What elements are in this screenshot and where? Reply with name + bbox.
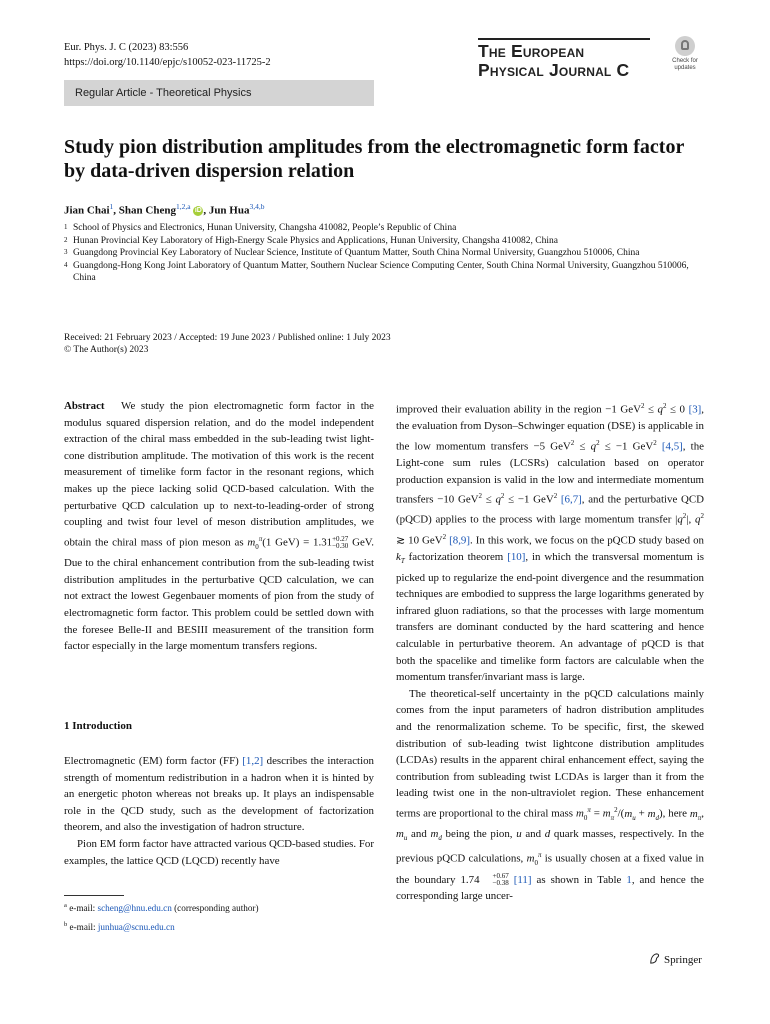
affiliation: 2 Hunan Provincial Key Laboratory of High-Energy Scale Physics and Applications, Hunan University, Changsha 410082, China — [64, 235, 558, 246]
author-name[interactable]: Jun Hua — [208, 204, 250, 217]
right-column-text: improved their evaluation ability in the region −1 $GeV^2 \le q^2 \le 0$ [3], the evaluation from Dyson–Schwinger equation (DSE) is applicable in the low momentum transfers −5 $GeV^2 \le q^2 \le -1$ GeV$^2$ [4,5], the Light-cone sum rules (LCSRs) calculation based on operator production expansion is valid in the low and intermediate momentum transfers −10 $GeV^2 \le q^2 \le -1$ GeV$^2$ [6,7], and the perturbative QCD (pQCD) applies to the process with large momentum transfer $|q^2|$, $q^2$ ≳ 10 GeV$^2$ [8,9]. In this work, we focus on the pQCD study based on $k_T$ factorization theorem [10], in which the transversal momentum is picked up to regularize the end-point divergence and the resummation techniques are embodied to suppress the large logarithms generated by infrared gluon radiations, so that the processes with large momentum transfers are dominant conducted by the hard scattering and hence calculable in perturbative theorem. An advantage of pQCD is that both the spacelike and timelike form factors are calculable when the momentum transfer/invariant mass is large. The theoretical-self uncertainty in the pQCD calculations mainly comes from the input parameters of hadron distribution amplitudes and the renormalization scheme. To be specific, first, the skewed distribution of sub-leading twist lightcone distribution amplitudes (LCDAs) results in the apparent chiral enhancement effect, saying the contribution from subleading twist LCDAs is larger than it from the leading twist one in the non-ultraviolet region. These enhancement terms are proportional to the chiral mass $m_0^\pi = m_\pi^2/(m_u + m_d)$, here $m_\pi$, $m_u$ and $m_d$ being the pion, u and d quark masses, respectively. In the previous pQCD calculations, $m_0^\pi$ is usually chosen at a fixed value in the boundary 1.74 +0.67 −0.38 [11] as shown in Table 1, and hence the corresponding large uncer- — [396, 402, 705, 903]
journal-header — [64, 40, 271, 70]
doi-link[interactable]: https://doi.org/10.1140/epjc/s10052-023-11725-2 — [64, 57, 271, 68]
publication-dates: Received: 21 February 2023 / Accepted: 19 June 2023 / Published online: 1 July 2023 © The Author(s) 2023 — [64, 333, 391, 355]
journal-reference: Eur. Phys. J. C (2023) 83:556 — [64, 42, 189, 53]
footnote: $^b$ e-mail: junhua@scnu.edu.cn — [64, 920, 175, 932]
author-name[interactable]: Shan Cheng — [118, 204, 176, 217]
publisher-logo — [648, 952, 702, 966]
journal-name-line1: The European — [478, 41, 585, 61]
author-name[interactable]: Jian Chai — [64, 204, 110, 217]
journal-logo — [478, 38, 650, 80]
paper-title: Study pion distribution amplitudes from the electromagnetic form factor by data-driven dispersion relation — [64, 136, 684, 182]
introduction-text: Electromagnetic (EM) form factor (FF) [1,2] describes the interaction strength of momentum redistribution in a hadron when it is hinted by an energetic photon whereas not breaks up. It plays an indispensable role in the QCD study, such as the development of factorization theorem, and also the investigation of hadron structure. Pion EM form factor have attracted various QCD-based studies. For examples, the lattice QCD (LQCD) recently have — [64, 755, 374, 867]
affiliations — [64, 222, 704, 285]
abstract: Abstract We study the pion electromagnetic form factor in the modulus squared dispersion relation, and do the model independent extraction of the chiral mass embedded in the sub-leading twist light-cone distribution amplitude. The motivation of this work is the recent measurement of timelike form factor in the resonant regions, which makes up the piece lacking solid QCD-based calculation. With the perturbative QCD calculation up to next-to-leading-order of strong coupling and twist four level of meson distribution amplitudes, we obtain the chiral mass of pion meson as $m_0^\pi(1$ GeV) = 1.31 +0.27 −0.30 GeV. Due to the chiral enhancement contribution from the sub-leading twist distribution amplitudes in the perturbative QCD calculation, we can not extract the lowest Gegenbauer moments of pion from the study of electromagnetic form factor. This problem could be settled down with the foresee Belle-II and BESIII measurement of the transition form factor especially in the large momentum transfers regions. — [64, 400, 374, 653]
footnotes — [64, 898, 259, 935]
affiliation: 1 School of Physics and Electronics, Hunan University, Changsha 410082, People’s Republic of China — [64, 223, 457, 233]
affiliation: 4 Guangdong-Hong Kong Joint Laboratory of Quantum Matter, Southern Nuclear Science Computing Center, South China Normal University, Guangzhou 510006, China — [64, 260, 689, 284]
affiliation: 3 Guangdong Provincial Key Laboratory of Nuclear Science, Institute of Quantum Matter, South China Normal University, Guangzhou 510006, China — [64, 248, 640, 259]
section-heading: 1 Introduction — [64, 720, 132, 732]
email-link[interactable]: junhua@scnu.edu.cn — [97, 921, 175, 932]
footnote: $^a$ e-mail: scheng@hnu.edu.cn (corresponding author) — [64, 902, 259, 914]
publisher-name: Springer — [664, 954, 702, 966]
abstract-label: Abstract — [64, 400, 105, 412]
crossmark-icon — [675, 36, 695, 56]
footnote-rule — [64, 895, 124, 896]
check-for-updates-badge[interactable]: Check for updates — [667, 36, 703, 74]
copyright: © The Author(s) 2023 — [64, 345, 149, 355]
author-list: Jian Chai$^1$, Shan Cheng$^{1,2,a}$ iD , Jun Hua$^{3,4,b}$ — [64, 202, 265, 217]
email-link[interactable]: scheng@hnu.edu.cn — [97, 903, 172, 914]
orcid-icon[interactable]: iD — [194, 207, 202, 215]
article-type-banner: Regular Article - Theoretical Physics — [64, 80, 374, 106]
springer-horse-icon — [648, 952, 661, 965]
journal-name-line2: Physical Journal C — [478, 60, 630, 80]
